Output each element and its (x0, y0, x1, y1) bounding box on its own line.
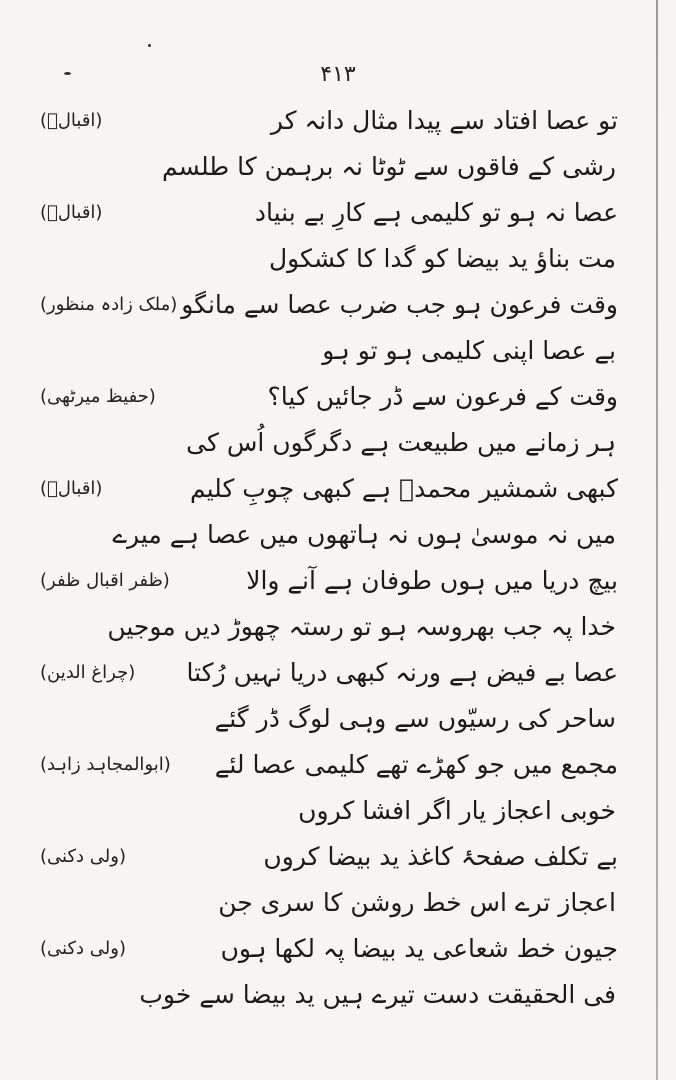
verse-line-1: بے تکلف صفحۂ کاغذ ید بیضا کروں (263, 842, 618, 871)
poet-attribution: (اقبالؔ) (40, 478, 103, 499)
page-fold-line (656, 0, 658, 1080)
poet-attribution: (ولی دکنی) (40, 846, 126, 867)
verse-line-1: تو عصا افتاد سے پیدا مثال دانہ کر (270, 106, 618, 135)
print-speck (148, 44, 151, 47)
verse-line-1: مجمع میں جو کھڑے تھے کلیمی عصا لئے (214, 750, 618, 779)
verse-line-2: رشی کے فاقوں سے ٹوٹا نہ برہمن کا طلسم (162, 152, 616, 181)
poet-attribution: (حفیظ میرٹھی) (40, 386, 156, 407)
couplet (40, 466, 628, 558)
poet-attribution: (ولی دکنی) (40, 938, 126, 959)
page-number: ۴۱۳ (320, 62, 356, 87)
poet-attribution: (ملک زادہ منظور) (40, 294, 178, 315)
poet-attribution: (ظفر اقبال ظفر) (40, 570, 170, 591)
poet-attribution: (اقبالؔ) (40, 110, 103, 131)
verse-line-1: وقت کے فرعون سے ڈر جائیں کیا؟ (267, 382, 618, 411)
couplet (40, 742, 628, 834)
couplet (40, 834, 628, 926)
poet-attribution: (اقبالؔ) (40, 202, 103, 223)
verse-line-2: بے عصا اپنی کلیمی ہو تو ہو (322, 336, 616, 365)
couplet (40, 926, 628, 1018)
couplet (40, 190, 628, 282)
couplet (40, 650, 628, 742)
verse-line-2: ہر زمانے میں طبیعت ہے دگرگوں اُس کی (186, 428, 616, 457)
poet-attribution: (ابوالمجاہد زاہد) (40, 754, 171, 775)
verse-line-2: خدا پہ جب بھروسہ ہو تو رستہ چھوڑ دیں موجیں (107, 612, 616, 641)
verse-line-2: خوبی اعجاز یار اگر افشا کروں (298, 796, 616, 825)
verse-line-2: میں نہ موسیٰ ہوں نہ ہاتھوں میں عصا ہے میرے (112, 520, 616, 549)
verse-line-1: جیون خط شعاعی ید بیضا پہ لکھا ہوں (220, 934, 618, 963)
poet-attribution: (چراغ الدین) (40, 662, 136, 683)
verse-line-1: کبھی شمشیر محمدؐ ہے کبھی چوبِ کلیم (189, 474, 618, 503)
verse-line-1: بیچ دریا میں ہوں طوفان ہے آنے والا (246, 566, 618, 595)
verse-line-2: فی الحقیقت دست تیرے ہیں ید بیضا سے خوب (139, 980, 616, 1009)
verse-list (40, 98, 628, 1018)
verse-line-2: ساحر کی رسیّوں سے وہی لوگ ڈر گئے (214, 704, 616, 733)
verse-line-1: عصا نہ ہو تو کلیمی ہے کارِ بے بنیاد (254, 198, 618, 227)
verse-line-2: مت بناؤ ید بیضا کو گدا کا کشکول (268, 244, 616, 273)
couplet (40, 282, 628, 374)
couplet (40, 374, 628, 466)
verse-line-1: عصا بے فیض ہے ورنہ کبھی دریا نہیں رُکتا (186, 658, 618, 687)
couplet (40, 98, 628, 190)
verse-line-2: اعجاز ترے اس خط روشن کا سری جن (218, 888, 616, 917)
couplet (40, 558, 628, 650)
verse-line-1: وقت فرعون ہو جب ضرب عصا سے مانگو (181, 290, 618, 319)
